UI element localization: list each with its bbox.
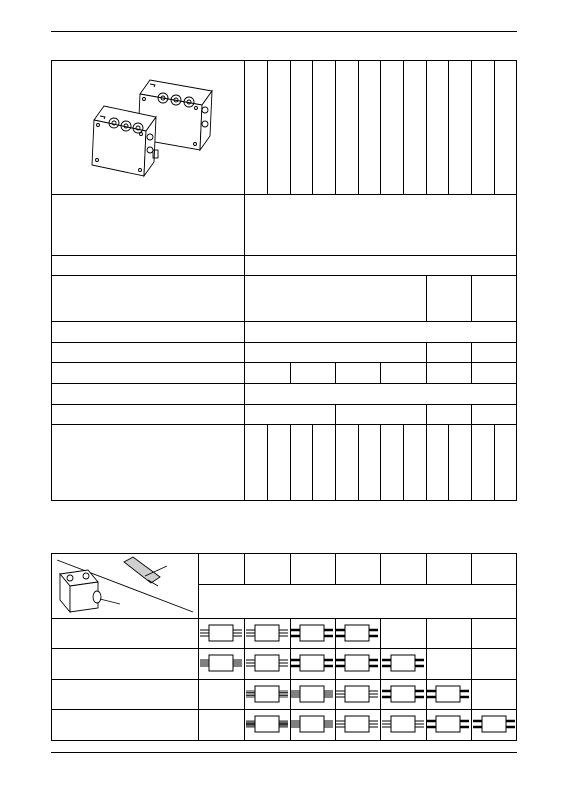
terminal-body	[345, 655, 369, 671]
spec-table-2-columns	[245, 553, 472, 740]
terminal-body	[300, 716, 324, 732]
terminal-body	[255, 716, 279, 732]
terminal-symbol	[246, 625, 288, 641]
junction-box-illustration	[92, 80, 212, 176]
terminal-body	[255, 655, 279, 671]
terminal-body	[255, 625, 279, 641]
terminal-symbol	[291, 716, 333, 732]
terminal-body	[391, 686, 415, 702]
terminal-body	[300, 686, 324, 702]
terminal-body	[391, 716, 415, 732]
terminal-symbol	[200, 655, 242, 671]
terminal-body	[209, 625, 233, 641]
terminal-symbol	[382, 686, 424, 702]
terminal-body	[255, 686, 279, 702]
terminal-symbol	[200, 625, 242, 641]
terminal-symbol	[336, 686, 378, 702]
terminal-symbol	[427, 716, 469, 732]
terminal-symbol	[246, 686, 288, 702]
terminal-symbol	[336, 625, 378, 641]
terminal-body	[345, 625, 369, 641]
terminal-body	[436, 716, 460, 732]
spec-table-2	[51, 553, 517, 741]
terminal-symbol	[291, 625, 333, 641]
terminal-body	[391, 655, 415, 671]
terminal-symbol	[427, 686, 469, 702]
terminal-body	[436, 686, 460, 702]
terminal-symbol	[382, 655, 424, 671]
cable-clamp-illustration	[57, 557, 193, 612]
terminal-symbol	[336, 655, 378, 671]
terminal-body	[482, 716, 506, 732]
terminal-symbols	[200, 625, 515, 732]
terminal-symbol	[473, 716, 515, 732]
terminal-body	[300, 655, 324, 671]
terminal-symbol	[291, 686, 333, 702]
terminal-symbol	[382, 716, 424, 732]
junction-box-front	[92, 106, 158, 176]
spec-table-1-columns	[268, 60, 495, 500]
terminal-symbol	[336, 716, 378, 732]
terminal-symbol	[246, 716, 288, 732]
terminal-body	[209, 655, 233, 671]
terminal-symbol	[246, 655, 288, 671]
terminal-body	[300, 625, 324, 641]
terminal-body	[345, 716, 369, 732]
terminal-symbol	[291, 655, 333, 671]
terminal-body	[345, 686, 369, 702]
